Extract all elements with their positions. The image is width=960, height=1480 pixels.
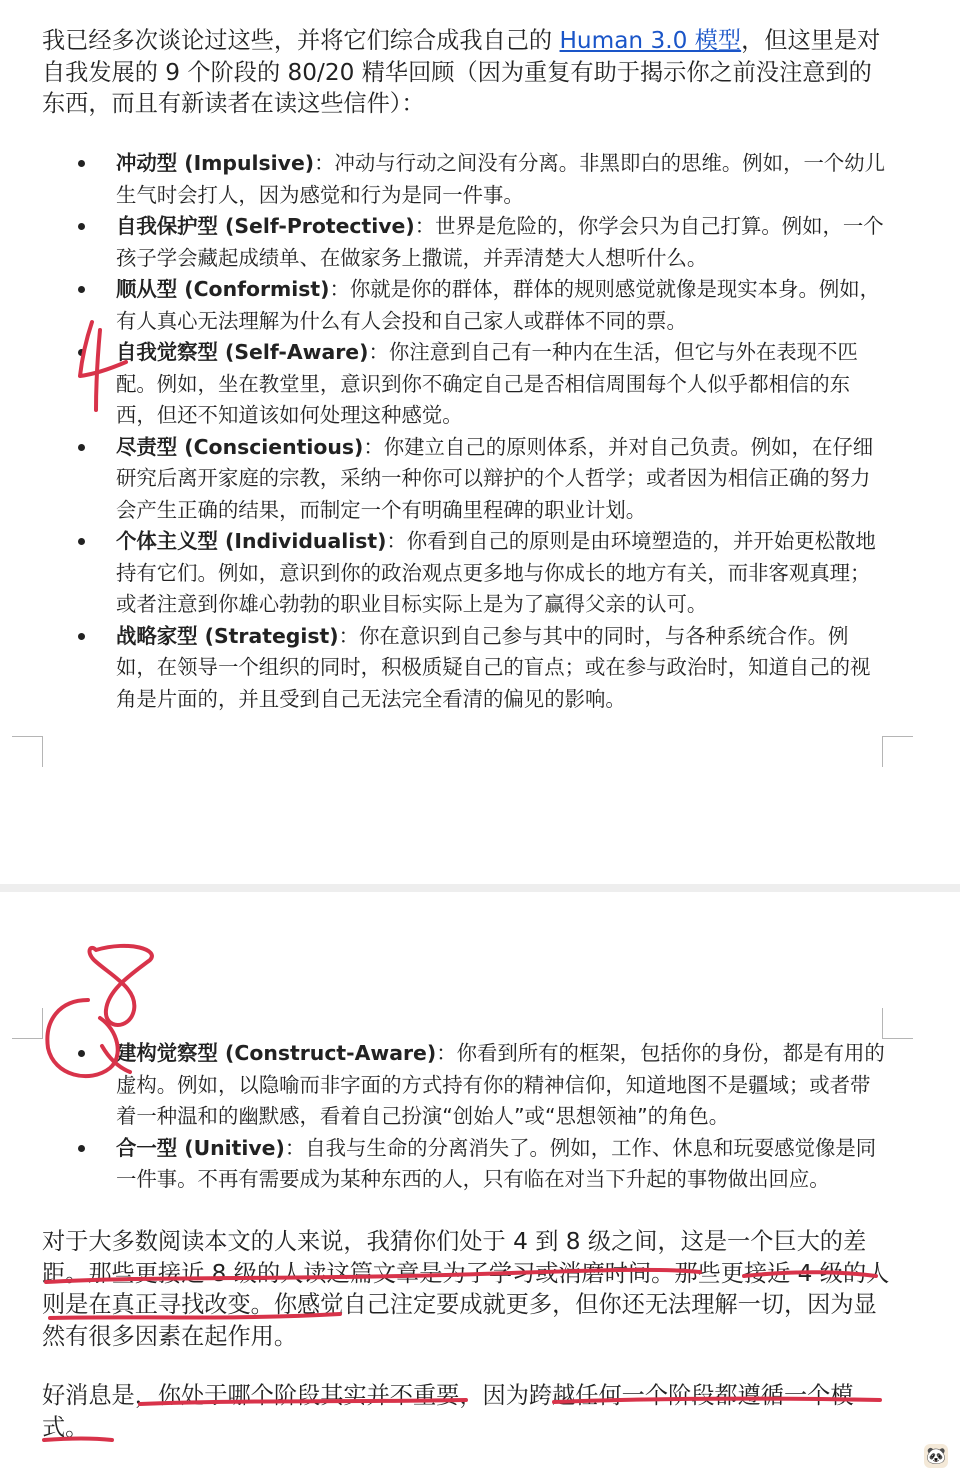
stage-item-self-aware [0,337,960,432]
stage-item-strategist [0,621,960,716]
intro-paragraph [42,25,892,120]
stage-description: ：你就是你的群体，群体的规则感觉就像是现实本身。例如，有人真心无法理解为什么有人会投和自己家人或群体不同的票。 [116,277,881,333]
bullet-icon [78,223,85,230]
stage-term: 自我觉察型 (Self-Aware) [116,340,369,364]
intro-text-start: 我已经多次谈论过这些，并将它们综合成我自己的 [42,27,560,54]
levels-paragraph: 对于大多数阅读本文的人来说，我猜你们处于 4 到 8 级之间，这是一个巨大的差距。那些更接近 8 级的人读这篇文章是为了学习或消磨时间。那些更接近 4 级的人则是在真正寻找改变。你感觉自己注定要成就更多，但你还无法理解一切，因为显然有很多因素在起作用。 [42,1228,890,1350]
bullet-icon [78,349,85,356]
page-corner-mark [882,736,913,767]
human-3-model-link[interactable]: Human 3.0 模型 [559,27,742,54]
stage-description: ：你看到自己的原则是由环境塑造的，并开始更松散地持有它们。例如，意识到你的政治观点更多地与你成长的地方有关，而非客观真理；或者注意到你雄心勃勃的职业目标实际上是为了赢得父亲的认可。 [116,529,876,616]
stage-item-individualist [0,526,960,621]
bullet-icon [78,1145,85,1152]
stage-item-construct-aware [0,1038,960,1133]
stage-description: ：冲动与行动之间没有分离。非黑即白的思维。例如，一个幼儿生气时会打人，因为感觉和行为是同一件事。 [116,151,886,207]
good-news-paragraph: 好消息是，你处于哪个阶段其实并不重要，因为跨越任何一个阶段都遵循一个模式。 [42,1382,854,1441]
panda-app-icon[interactable]: 🐼 [924,1444,948,1468]
stage-list-page-2 [0,1038,960,1196]
bullet-icon [78,444,85,451]
stage-description: ：你在意识到自己参与其中的同时，与各种系统合作。例如，在领导一个组织的同时，积极质疑自己的盲点；或在参与政治时，知道自己的视角是片面的，并且受到自己无法完全看清的偏见的影响。 [116,623,871,711]
stage-description: ：世界是危险的，你学会只为自己打算。例如，一个孩子学会藏起成绩单、在做家务上撒谎，并弄清楚大人想听什么。 [116,214,884,270]
stage-term: 个体主义型 (Individualist) [116,529,387,553]
stage-description: ：你看到所有的框架，包括你的身份，都是有用的虚构。例如，以隐喻而非字面的方式持有你的精神信仰，知道地图不是疆域；或者带着一种温和的幽默感，看着自己扮演“创始人”或“思想领袖”的角色。 [116,1041,885,1128]
stage-description: ：你建立自己的原则体系，并对自己负责。例如，在仔细研究后离开家庭的宗教，采纳一种你可以辩护的个人哲学；或者因为相信正确的努力会产生正确的结果，而制定一个有明确里程碑的职业计划。 [116,434,874,522]
bullet-icon [78,1050,85,1057]
stage-term: 自我保护型 (Self-Protective) [116,214,415,238]
bullet-icon [78,633,85,640]
intro-text-end: ，但这里是对自我发展的 9 个阶段的 80/20 精华回顾（因为重复有助于揭示你之前没注意到的东西，而且有新读者在读这些信件）： [42,27,881,117]
stage-item-conscientious [0,432,960,527]
bullet-icon [78,286,85,293]
stage-term: 冲动型 (Impulsive) [116,151,315,175]
document-page-2 [0,892,960,1480]
stage-list-page-1 [0,148,960,715]
stage-term: 尽责型 (Conscientious) [116,434,364,459]
page-corner-mark [12,1008,43,1039]
stage-term: 顺从型 (Conformist) [116,277,330,301]
page-corner-mark [12,736,43,767]
stage-item-impulsive [0,148,960,211]
page-separator [0,884,960,892]
stage-term: 战略家型 (Strategist) [116,623,339,648]
stage-item-conformist [0,274,960,337]
stage-description: ：自我与生命的分离消失了。例如，工作、休息和玩耍感觉像是同一件事。不再有需要成为某种东西的人，只有临在对当下升起的事物做出回应。 [116,1135,877,1191]
bullet-icon [78,538,85,545]
stage-item-unitive [0,1133,960,1196]
bullet-icon [78,160,85,167]
stage-description: ：你注意到自己有一种内在生活，但它与外在表现不匹配。例如，坐在教堂里，意识到你不确定自己是否相信周围每个人似乎都相信的东西，但还不知道该如何处理这种感觉。 [116,340,858,427]
stage-term: 建构觉察型 (Construct-Aware) [116,1041,437,1065]
page-corner-mark [882,1008,913,1039]
stage-term: 合一型 (Unitive) [116,1135,285,1160]
stage-item-self-protective [0,211,960,274]
